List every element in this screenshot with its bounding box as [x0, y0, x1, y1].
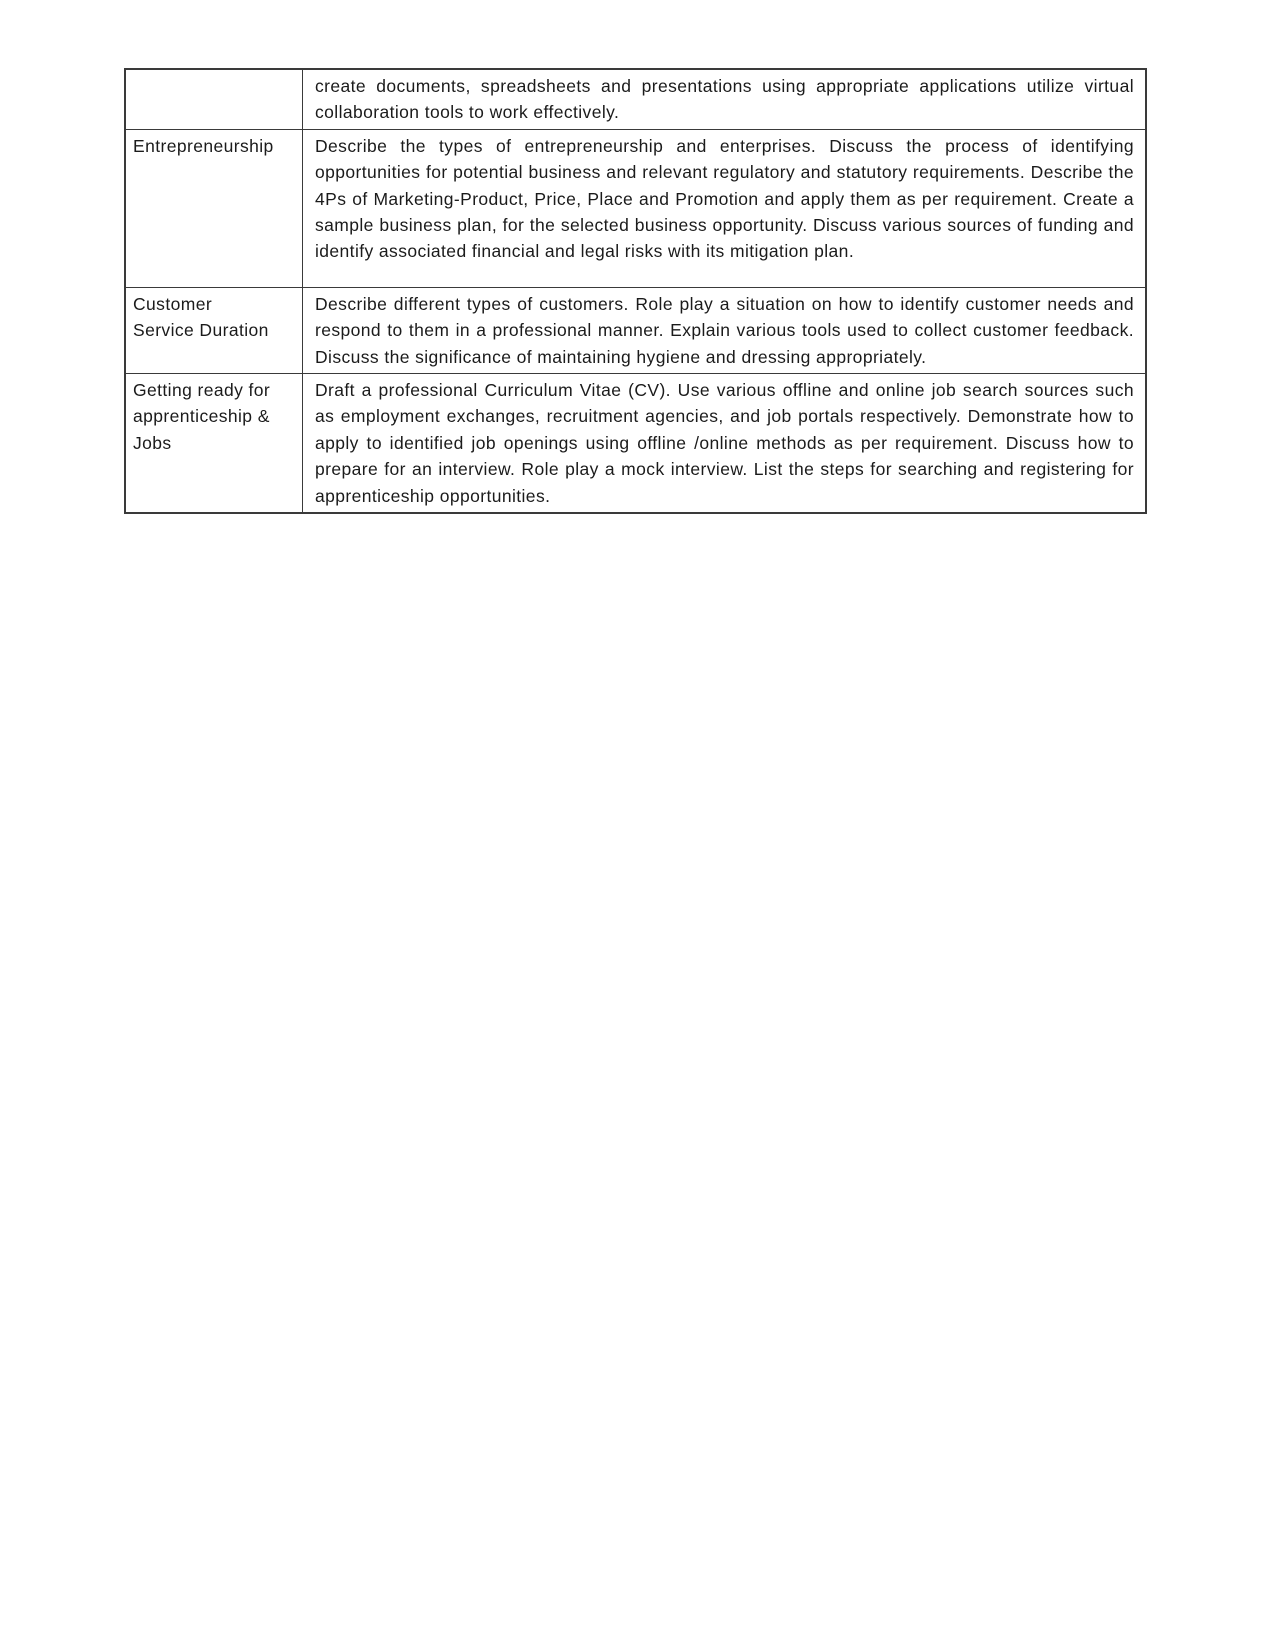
description-text: Draft a professional Curriculum Vitae (CV). Use various offline and online job search sources such as employment exchanges, recruitment agencies, and job portals respectively. Demonstrate how to apply to identified job openings using offline /online methods as per requirement. Discuss how to prepare for an interview. Role play a mock interview. List the steps for searching and registering for apprenticeship opportunities.	[315, 380, 1134, 506]
description-cell	[303, 374, 1145, 512]
description-cell	[303, 70, 1145, 129]
description-cell	[303, 288, 1145, 373]
topic-cell	[126, 130, 303, 287]
table-row	[126, 129, 1145, 287]
description-text: create documents, spreadsheets and presentations using appropriate applications utilize virtual collaboration tools to work effectively.	[315, 76, 1134, 123]
table-row	[126, 70, 1145, 129]
topic-label-line: Customer	[133, 293, 213, 314]
topic-label-line: Jobs	[133, 432, 172, 453]
table-row	[126, 373, 1145, 512]
description-text: Describe different types of customers. Role play a situation on how to identify customer needs and respond to them in a professional manner. Explain various tools used to collect customer feedback. Discuss the significance of maintaining hygiene and dressing appropriately.	[315, 293, 1134, 367]
topic-label: Entrepreneurship	[133, 135, 274, 156]
topic-cell	[126, 288, 303, 373]
topic-cell	[126, 374, 303, 512]
topic-label-line: Service Duration	[133, 320, 269, 341]
description-cell	[303, 130, 1145, 287]
topic-label-line: Getting ready for	[133, 380, 271, 401]
topic-label-line: apprenticeship &	[133, 406, 270, 427]
course-topics-table	[124, 68, 1147, 514]
table-row	[126, 287, 1145, 373]
topic-cell	[126, 70, 303, 129]
description-text: Describe the types of entrepreneurship and enterprises. Discuss the process of identifying opportunities for potential business and relevant regulatory and statutory requirements. Describe the 4Ps of Marketing-Product, Price, Place and Promotion and apply them as per requirement. Create a sample business plan, for the selected business opportunity. Discuss various sources of funding and identify associated financial and legal risks with its mitigation plan.	[315, 135, 1134, 262]
